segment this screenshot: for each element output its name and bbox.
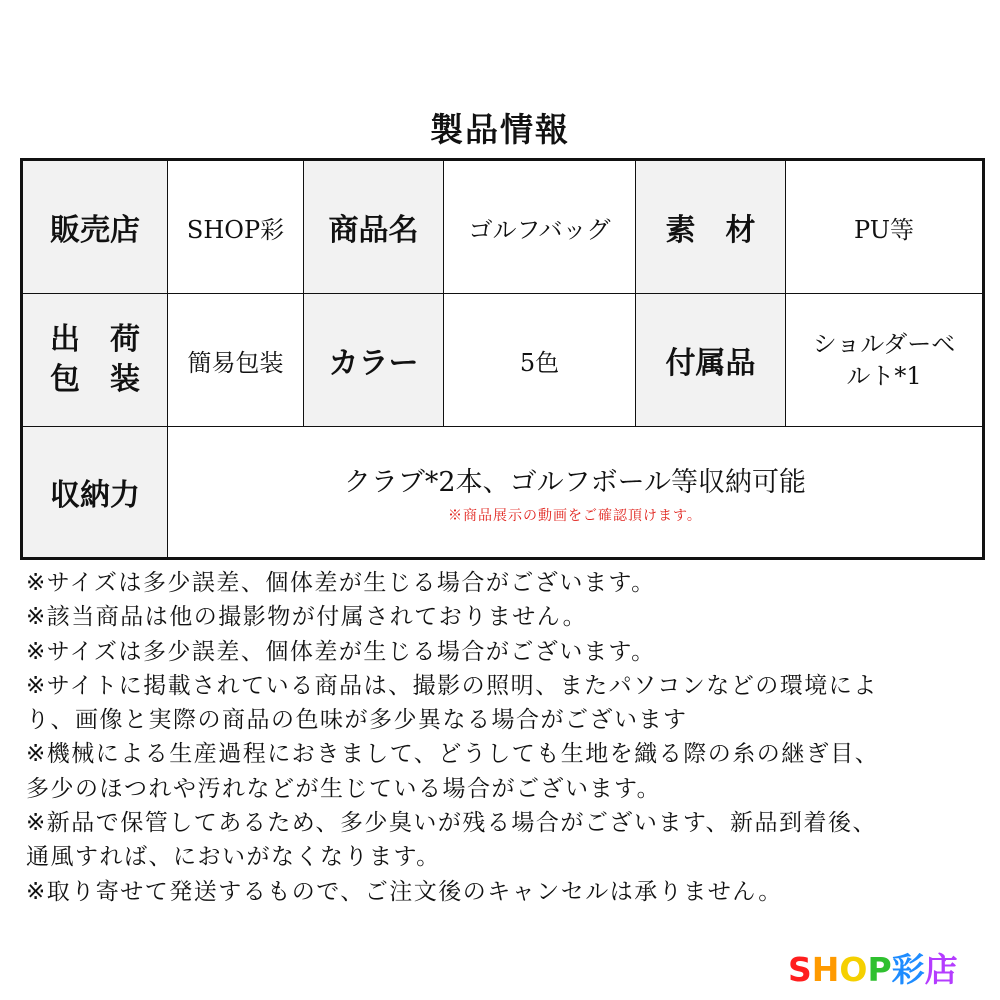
note-line: ※新品で保管してあるため、多少臭いが残る場合がございます、新品到着後、 [26, 810, 878, 837]
note-line: ※サイズは多少誤差、個体差が生じる場合がございます。 [26, 638, 656, 665]
shipping-label-line1: 出 荷 [50, 321, 140, 357]
shipping-packaging-value: 簡易包装 [168, 294, 304, 427]
brand-char: 店 [924, 950, 958, 989]
video-note: ※商品展示の動画をご確認頂けます。 [448, 507, 702, 524]
accessory-value-line1: ショルダーベ [812, 329, 956, 358]
accessory-value [786, 294, 984, 427]
material-label: 素 材 [636, 160, 786, 294]
table-row [22, 160, 984, 294]
brand-char: P [867, 950, 892, 989]
note-line: り、画像と実際の商品の色味が多少異なる場合がございます [26, 707, 688, 734]
note-line: ※取り寄せて発送するもので、ご注文後のキャンセルは承りません。 [26, 878, 783, 905]
material-value: PU等 [786, 160, 984, 294]
page-title: 製品情報 [430, 110, 570, 149]
product-info-table [20, 158, 985, 560]
shipping-packaging-label [22, 294, 168, 427]
note-line: ※該当商品は他の撮影物が付属されておりません。 [26, 604, 588, 631]
product-name-value: ゴルフバッグ [444, 160, 636, 294]
accessory-value-line2: ルト*1 [846, 362, 922, 390]
brand-char: S [788, 950, 812, 989]
brand-logo [788, 950, 958, 990]
table-row [22, 427, 984, 559]
table-row [22, 294, 984, 427]
capacity-value: クラブ*2本、ゴルフボール等収納可能 [343, 466, 807, 498]
store-value: SHOP彩 [168, 160, 304, 294]
note-line: 通風すれば、においがなくなります。 [26, 844, 441, 871]
capacity-value-cell [168, 427, 984, 559]
capacity-label: 収納力 [22, 427, 168, 559]
notes-list [26, 566, 986, 909]
shipping-label-line2: 包 装 [50, 362, 140, 397]
accessory-label: 付属品 [636, 294, 786, 427]
brand-char: 彩 [891, 950, 925, 989]
color-value: 5色 [444, 294, 636, 427]
note-line: ※機械による生産過程におきまして、どうしても生地を織る際の糸の継ぎ目、 [26, 741, 880, 768]
brand-char: H [811, 950, 840, 989]
brand-char: O [839, 950, 868, 989]
note-line: 多少のほつれや汚れなどが生じている場合がございます。 [26, 775, 662, 802]
store-label: 販売店 [22, 160, 168, 294]
color-label: カラー [304, 294, 444, 427]
note-line: ※サイトに掲載されている商品は、撮影の照明、またパソコンなどの環境によ [26, 672, 878, 699]
note-line: ※サイズは多少誤差、個体差が生じる場合がございます。 [26, 570, 656, 596]
product-name-label: 商品名 [304, 160, 444, 294]
